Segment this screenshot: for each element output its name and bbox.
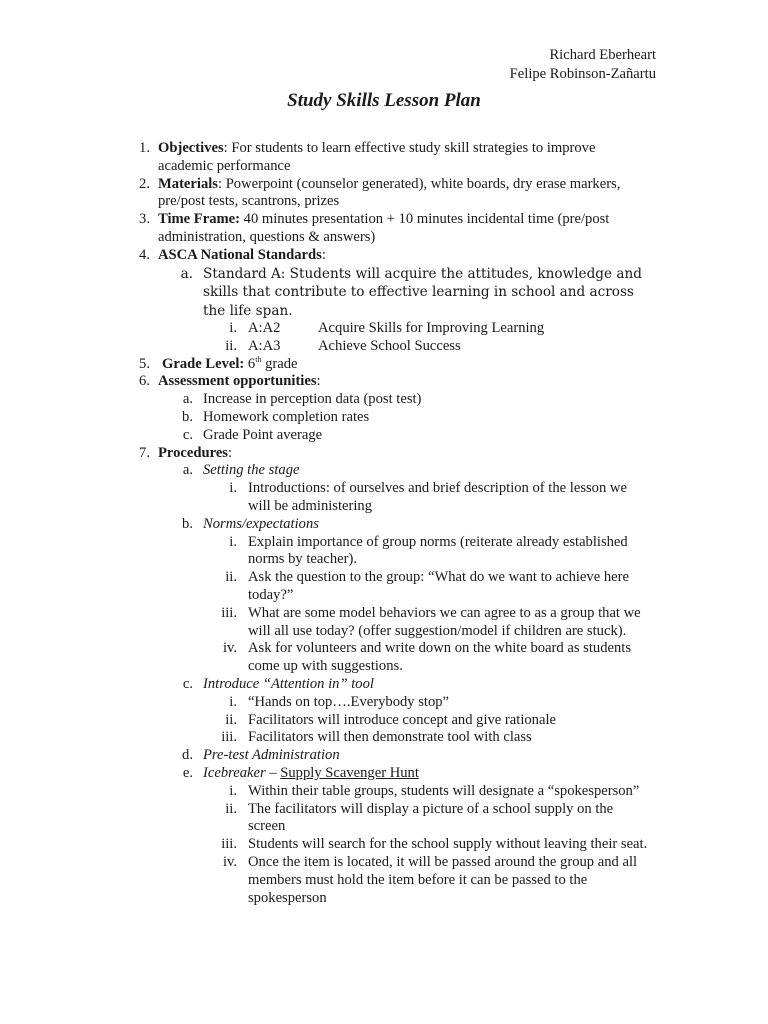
- item-text: Acquire Skills for Improving Learning: [318, 320, 545, 337]
- list-item: [0, 338, 668, 356]
- list-item: [0, 569, 648, 605]
- list-roman: i.: [229, 533, 237, 550]
- list-item: [0, 462, 653, 480]
- item-text: Once the item is located, it will be passed around the group and all members must hold the item before it can be passed to the spokesperson: [248, 853, 638, 906]
- item-text: “Hands on top….Everybody stop”: [248, 693, 450, 710]
- item-text: 40 minutes presentation + 10 minutes incidental time (pre/post administration, questions & answers): [158, 211, 610, 245]
- list-roman: ii.: [225, 711, 237, 728]
- list-item: [0, 409, 653, 427]
- list-item: [0, 801, 648, 837]
- list-roman: i.: [229, 320, 237, 337]
- item-label: Grade Level:: [162, 355, 245, 372]
- list-number: 6.: [139, 373, 150, 390]
- list-item: [0, 729, 648, 747]
- ordinal-suffix: th: [255, 354, 262, 364]
- item-label: Assessment opportunities: [158, 373, 317, 390]
- item-text: Students will search for the school supply without leaving their seat.: [248, 836, 648, 853]
- list-item: [0, 140, 618, 176]
- list-number: 1.: [139, 140, 150, 156]
- list-letter: a.: [182, 391, 193, 408]
- list-item: [0, 694, 648, 712]
- author-block: [510, 46, 656, 84]
- section-heading: Icebreaker: [203, 765, 266, 781]
- list-item: [0, 265, 653, 321]
- item-text: Within their table groups, students will designate a “spokesperson”: [248, 782, 640, 799]
- standard-code: A:A3: [248, 337, 281, 354]
- list-letter: c.: [182, 676, 193, 693]
- item-text: Facilitators will then demonstrate tool with class: [248, 729, 532, 746]
- item-text: Introductions: of ourselves and brief description of the lesson we will be administering: [248, 480, 627, 515]
- list-roman: iii.: [221, 729, 237, 746]
- item-text: For students to learn effective study skill strategies to improve academic performance: [158, 140, 596, 174]
- list-letter: e.: [182, 765, 193, 781]
- list-item: [0, 783, 658, 801]
- list-roman: ii.: [225, 569, 237, 586]
- list-letter: a.: [180, 265, 193, 282]
- list-item: [0, 765, 653, 783]
- list-item: [0, 247, 638, 265]
- item-label: Objectives: [158, 140, 224, 156]
- list-number: 2.: [139, 175, 150, 192]
- lesson-outline: [0, 140, 768, 907]
- item-text: What are some model behaviors we can agree to as a group that we will all use today? (offer suggestion/model if children are stuck).: [248, 604, 641, 639]
- list-roman: i.: [229, 693, 237, 710]
- list-number: 3.: [139, 211, 150, 228]
- list-item: [0, 747, 653, 765]
- separator: :: [316, 373, 321, 390]
- list-letter: a.: [182, 462, 193, 479]
- list-letter: b.: [182, 409, 193, 426]
- document-title: Study Skills Lesson Plan: [287, 90, 481, 111]
- list-item: [0, 516, 653, 534]
- separator: :: [217, 175, 226, 192]
- item-text: Ask for volunteers and write down on the white board as students come up with suggestions.: [248, 640, 632, 675]
- item-text: Standard A: Students will acquire the attitudes, knowledge and skills that contribute to effective learning in school and across the life span.: [203, 265, 642, 319]
- item-text: The facilitators will display a picture of a school supply on the screen: [248, 800, 614, 835]
- section-heading: Pre-test Administration: [203, 747, 340, 764]
- item-label: Time Frame:: [158, 211, 240, 228]
- grade-number: 6: [244, 355, 256, 372]
- list-item: [0, 176, 640, 212]
- separator: –: [265, 765, 281, 781]
- list-item: [0, 445, 618, 463]
- section-heading: Norms/expectations: [203, 515, 319, 532]
- author-name: Felipe Robinson-Zañartu: [509, 66, 656, 82]
- list-item: [0, 605, 648, 641]
- item-text: Powerpoint (counselor generated), white boards, dry erase markers, pre/post tests, scantrons, prizes: [158, 175, 621, 210]
- list-item: [0, 427, 653, 445]
- list-item: [0, 391, 653, 409]
- section-heading: Setting the stage: [203, 462, 300, 479]
- list-letter: c.: [182, 426, 193, 443]
- list-item: [0, 373, 618, 391]
- item-text: Explain importance of group norms (reiterate already established norms by teacher).: [248, 533, 628, 568]
- separator: :: [227, 444, 233, 461]
- list-item: [0, 854, 653, 907]
- list-roman: ii.: [225, 337, 237, 354]
- item-text: grade: [261, 355, 298, 372]
- separator: :: [223, 140, 232, 156]
- list-item: [0, 356, 622, 374]
- list-roman: iv.: [222, 640, 237, 657]
- standard-code: A:A2: [248, 320, 281, 337]
- list-number: 4.: [139, 246, 150, 263]
- list-roman: iii.: [221, 836, 237, 853]
- list-item: [0, 676, 653, 694]
- list-roman: ii.: [225, 800, 237, 817]
- item-text: Increase in perception data (post test): [203, 391, 422, 408]
- list-number: 7.: [139, 444, 150, 461]
- list-item: [0, 534, 648, 570]
- item-label: Materials: [158, 175, 218, 192]
- item-label: Procedures: [158, 444, 228, 461]
- item-text: Achieve School Success: [318, 337, 461, 354]
- list-item: [0, 640, 648, 676]
- separator: :: [321, 246, 326, 263]
- section-heading: Introduce “Attention in” tool: [203, 676, 374, 693]
- list-roman: iv.: [222, 853, 237, 870]
- item-text: Homework completion rates: [203, 409, 370, 426]
- list-letter: d.: [182, 747, 193, 764]
- list-item: [0, 320, 668, 338]
- item-text: Facilitators will introduce concept and give rationale: [248, 711, 556, 728]
- item-text: Ask the question to the group: “What do we want to achieve here today?”: [248, 569, 629, 604]
- item-label: ASCA National Standards: [158, 246, 322, 263]
- list-roman: i.: [229, 782, 237, 799]
- list-item: [0, 712, 648, 730]
- list-number: 5.: [139, 355, 150, 372]
- author-name: Richard Eberheart: [549, 47, 656, 63]
- list-roman: i.: [229, 480, 237, 497]
- list-item: [0, 211, 626, 247]
- item-text: Grade Point average: [203, 426, 323, 443]
- list-item: [0, 480, 648, 516]
- list-roman: iii.: [221, 604, 237, 621]
- activity-title: Supply Scavenger Hunt: [280, 765, 419, 781]
- list-item: [0, 836, 648, 854]
- list-letter: b.: [182, 515, 193, 532]
